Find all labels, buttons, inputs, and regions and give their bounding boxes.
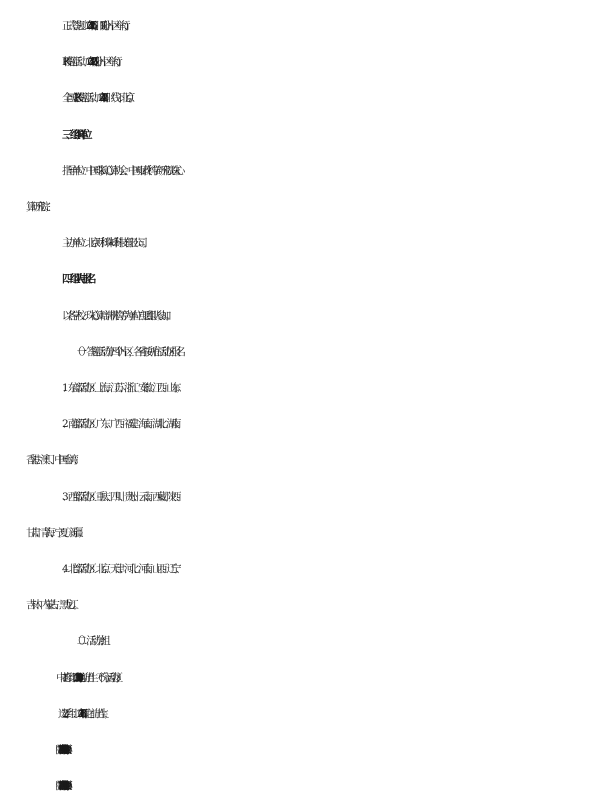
guiding-unit-line-2: 算研究院； <box>26 201 50 213</box>
region-north-line-1: 4．北部活动区：北京、天津、河北、河南、山西、辽宁、 <box>62 563 181 575</box>
region-west-line-1: 3．西部活动区：重庆、四川、贵州、云南、西藏、陕西、 <box>62 490 181 503</box>
group-student-a: 3. 学生 A 组：2011 年 9 月 1 日至 2015 年 8 月 31 日出生； <box>62 744 70 756</box>
region-west-line-2: 甘肃、青海、宁夏、新疆； <box>26 526 83 539</box>
section-heading-team-registration: 四、组队与报名 <box>62 273 90 286</box>
group-student-b: 4. 学生 B 组：2015 年 9 月 1 日至 2016 年 8 月 31 日出生； <box>62 780 70 793</box>
team-participation: 以各学校、珠心算培训机构等为单位自愿组队参加。 <box>62 309 171 322</box>
region-east: 1．东部活动区：上海、江苏、浙江、安徽、江西、山东； <box>62 382 181 394</box>
region-south-line-1: 2．南部活动区：广东、广西、福建、海南、湖北、湖南、 <box>62 418 181 431</box>
schedule-pk-answer: PK 答题活动：2023 年 12 月 23 日(分片区举行)； <box>62 56 120 69</box>
group-senior: 1. 中老年组：1968 年 10 月 23 日之前出生（不分活动区）； <box>62 671 120 684</box>
schedule-national-pk: 全国总 PK 答题活动：2024 年 1 月 21 日（线下北京）。 <box>62 92 134 105</box>
subsection-regions: （一）答题活动分四个片区，各省按所在活动区报名 <box>72 345 181 358</box>
region-north-line-2: 吉林、内蒙古、黑龙江。 <box>26 599 78 612</box>
guiding-unit-line-1: 指导单位：中国珠算心算协会、中国财政科学研究院珠心 <box>62 164 180 177</box>
schedule-formal-answer: 正式答题：2023 年 12 月 16 日、17 日(分片区举行)； <box>62 20 128 32</box>
region-south-line-2: 香港、澳门、中国台湾； <box>26 454 78 467</box>
subsection-groups: （二）活动分组 <box>72 635 105 648</box>
group-player: 2. 选手组：2011 年 8 月 31 日之前出生； <box>62 707 109 720</box>
host-unit: 主办单位：北京财科珠峰科技有限公司。 <box>62 237 147 250</box>
section-heading-organizers: 三、组织单位 <box>62 128 86 141</box>
